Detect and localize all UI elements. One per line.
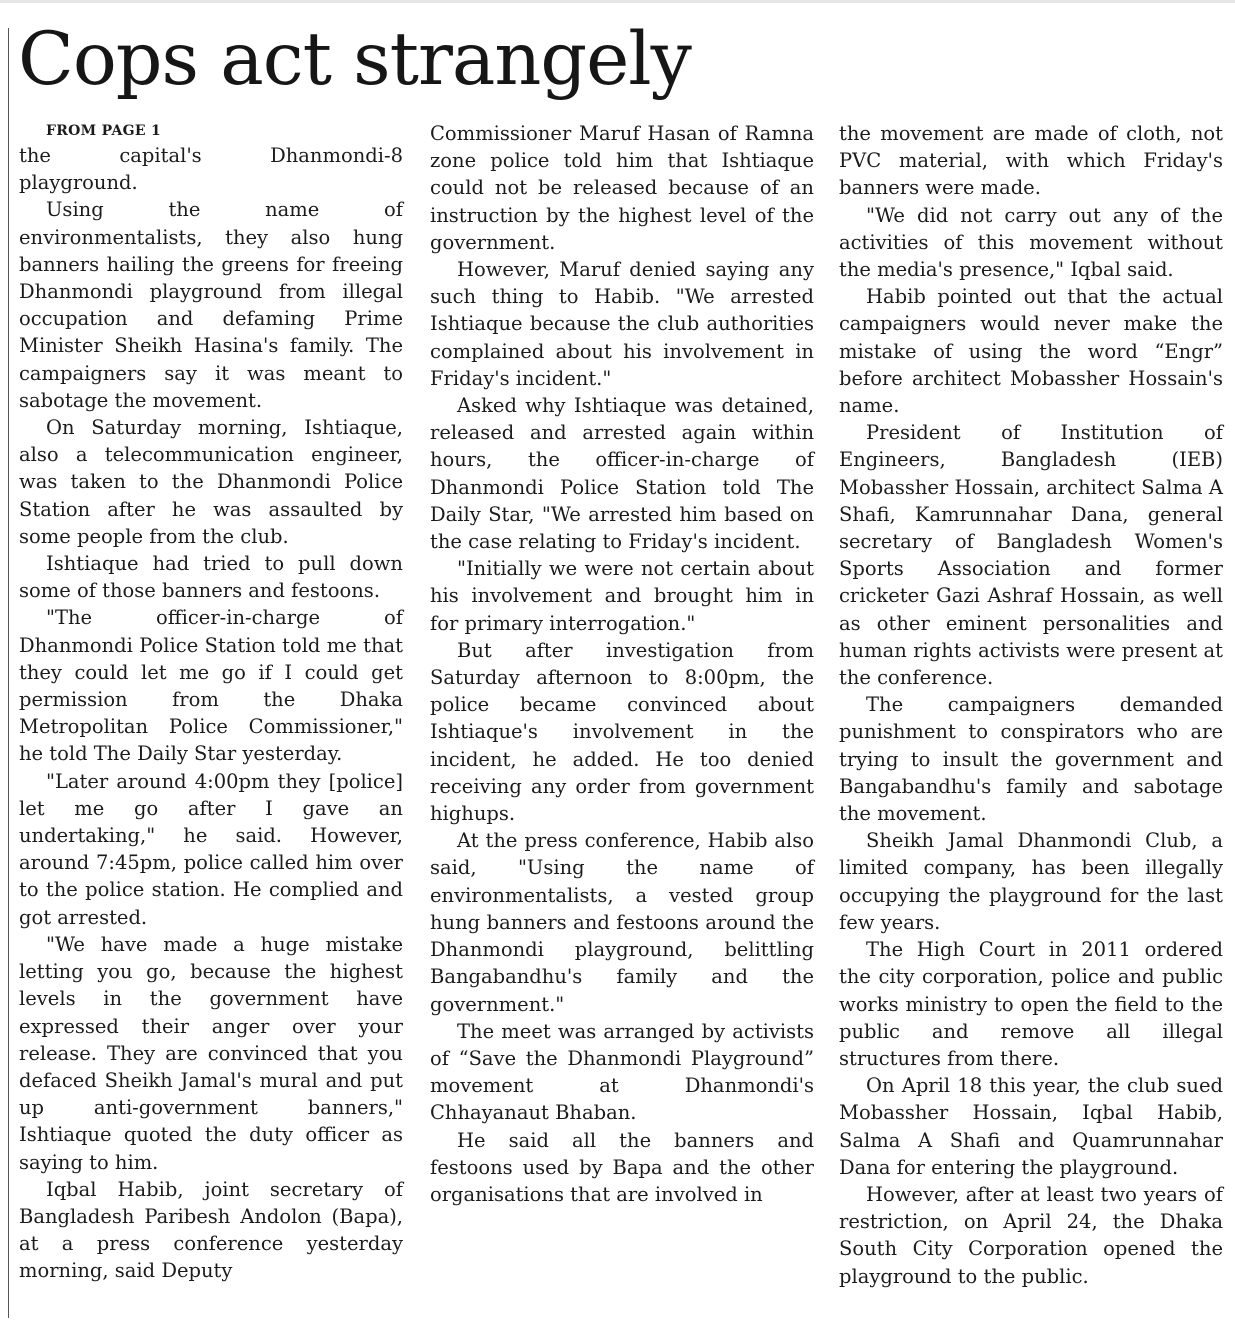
kicker: FROM PAGE 1	[46, 123, 162, 139]
paragraph: On April 18 this year, the club sued Mobassher Hossain, Iqbal Habib, Salma A Shafi and Quamrunnahar Dana for entering the playground.	[839, 1074, 1223, 1179]
paragraph: "The officer-in-charge of Dhanmondi Police Station told me that they could let me go if I could get permission from the Dhaka Metropolitan Police Commissioner," he told The Daily Star yesterday.	[19, 606, 403, 766]
article-column-3	[839, 120, 1223, 1290]
paragraph: Ishtiaque had tried to pull down some of those banners and festoons.	[19, 552, 403, 603]
paragraph: The campaigners demanded punishment to conspirators who are trying to insult the government and Bangabandhu's family and sabotage the movement.	[839, 693, 1223, 826]
paragraph: "We have made a huge mistake letting you go, because the highest levels in the government have expressed their anger over your release. They are convinced that you defaced Sheikh Jamal's mural and put up anti-government banners," Ishtiaque quoted the duty officer as saying to him.	[19, 932, 403, 1174]
paragraph: At the press conference, Habib also said, "Using the name of environmentalists, a vested group hung banners and festoons around the Dhanmondi playground, belittling Bangabandhu's family and the government."	[430, 829, 814, 1016]
article-column-1	[19, 120, 403, 1285]
paragraph: Habib pointed out that the actual campaigners would never make the mistake of using the word “Engr” before architect Mobassher Hossain's name.	[839, 285, 1223, 418]
paragraph: the movement are made of cloth, not PVC material, with which Friday's banners were made.	[839, 122, 1223, 200]
paragraph: The High Court in 2011 ordered the city corporation, police and public works ministry to open the field to the public and remove all illegal structures from there.	[839, 938, 1223, 1070]
paragraph: However, Maruf denied saying any such thing to Habib. "We arrested Ishtiaque because the club authorities complained about his involvement in Friday's incident."	[430, 258, 814, 390]
paragraph: "Later around 4:00pm they [police] let me go after I gave an undertaking," he said. However, around 7:45pm, police called him over to the police station. He complied and got arrested.	[19, 769, 403, 929]
paragraph: "Initially we were not certain about his involvement and brought him in for primary interrogation."	[430, 557, 814, 635]
paragraph: The meet was arranged by activists of “Save the Dhanmondi Playground” movement at Dhanmondi's Chhayanaut Bhaban.	[430, 1019, 814, 1125]
paragraph: Asked why Ishtiaque was detained, released and arrested again within hours, the officer-in-charge of Dhanmondi Police Station told The Daily Star, "We arrested him based on the case relating to Friday's incident.	[430, 394, 814, 554]
paragraph: the capital's Dhanmondi-8 playground.	[19, 144, 403, 195]
paragraph: But after investigation from Saturday afternoon to 8:00pm, the police became convinced about Ishtiaque's involvement in the incident, he added. He too denied receiving any order from government highups.	[430, 638, 814, 826]
paragraph: However, after at least two years of restriction, on April 24, the Dhaka South City Corporation opened the playground to the public.	[839, 1182, 1223, 1288]
paragraph: On Saturday morning, Ishtiaque, also a telecommunication engineer, was taken to the Dhanmondi Police Station after he was assaulted by some people from the club.	[19, 416, 403, 548]
paragraph: "We did not carry out any of the activities of this movement without the media's presence," Iqbal said.	[839, 203, 1223, 282]
paragraph: Using the name of environmentalists, they also hung banners hailing the greens for freeing Dhanmondi playground from illegal occupation and defaming Prime Minister Sheikh Hasina's family. The campaigners say it was meant to sabotage the movement.	[19, 198, 403, 412]
paragraph: Iqbal Habib, joint secretary of Bangladesh Paribesh Andolon (Bapa), at a press conference yesterday morning, said Deputy	[19, 1177, 403, 1283]
top-border	[0, 0, 1235, 3]
paragraph: Sheikh Jamal Dhanmondi Club, a limited company, has been illegally occupying the playground for the last few years.	[839, 829, 1223, 934]
headline: Cops act strangely	[18, 17, 691, 102]
article-column-2	[430, 120, 814, 1208]
paragraph: President of Institution of Engineers, Bangladesh (IEB) Mobassher Hossain, architect Salma A Shafi, Kamrunnahar Dana, general secretary of Bangladesh Women's Sports Association and former cricketer Gazi Ashraf Hossain, as well as other eminent personalities and human rights activists were present at the conference.	[839, 421, 1223, 690]
paragraph: Commissioner Maruf Hasan of Ramna zone police told him that Ishtiaque could not be released because of an instruction by the highest level of the government.	[430, 122, 814, 254]
paragraph: He said all the banners and festoons used by Bapa and the other organisations that are involved in	[430, 1128, 814, 1206]
column-rule	[8, 28, 9, 1318]
